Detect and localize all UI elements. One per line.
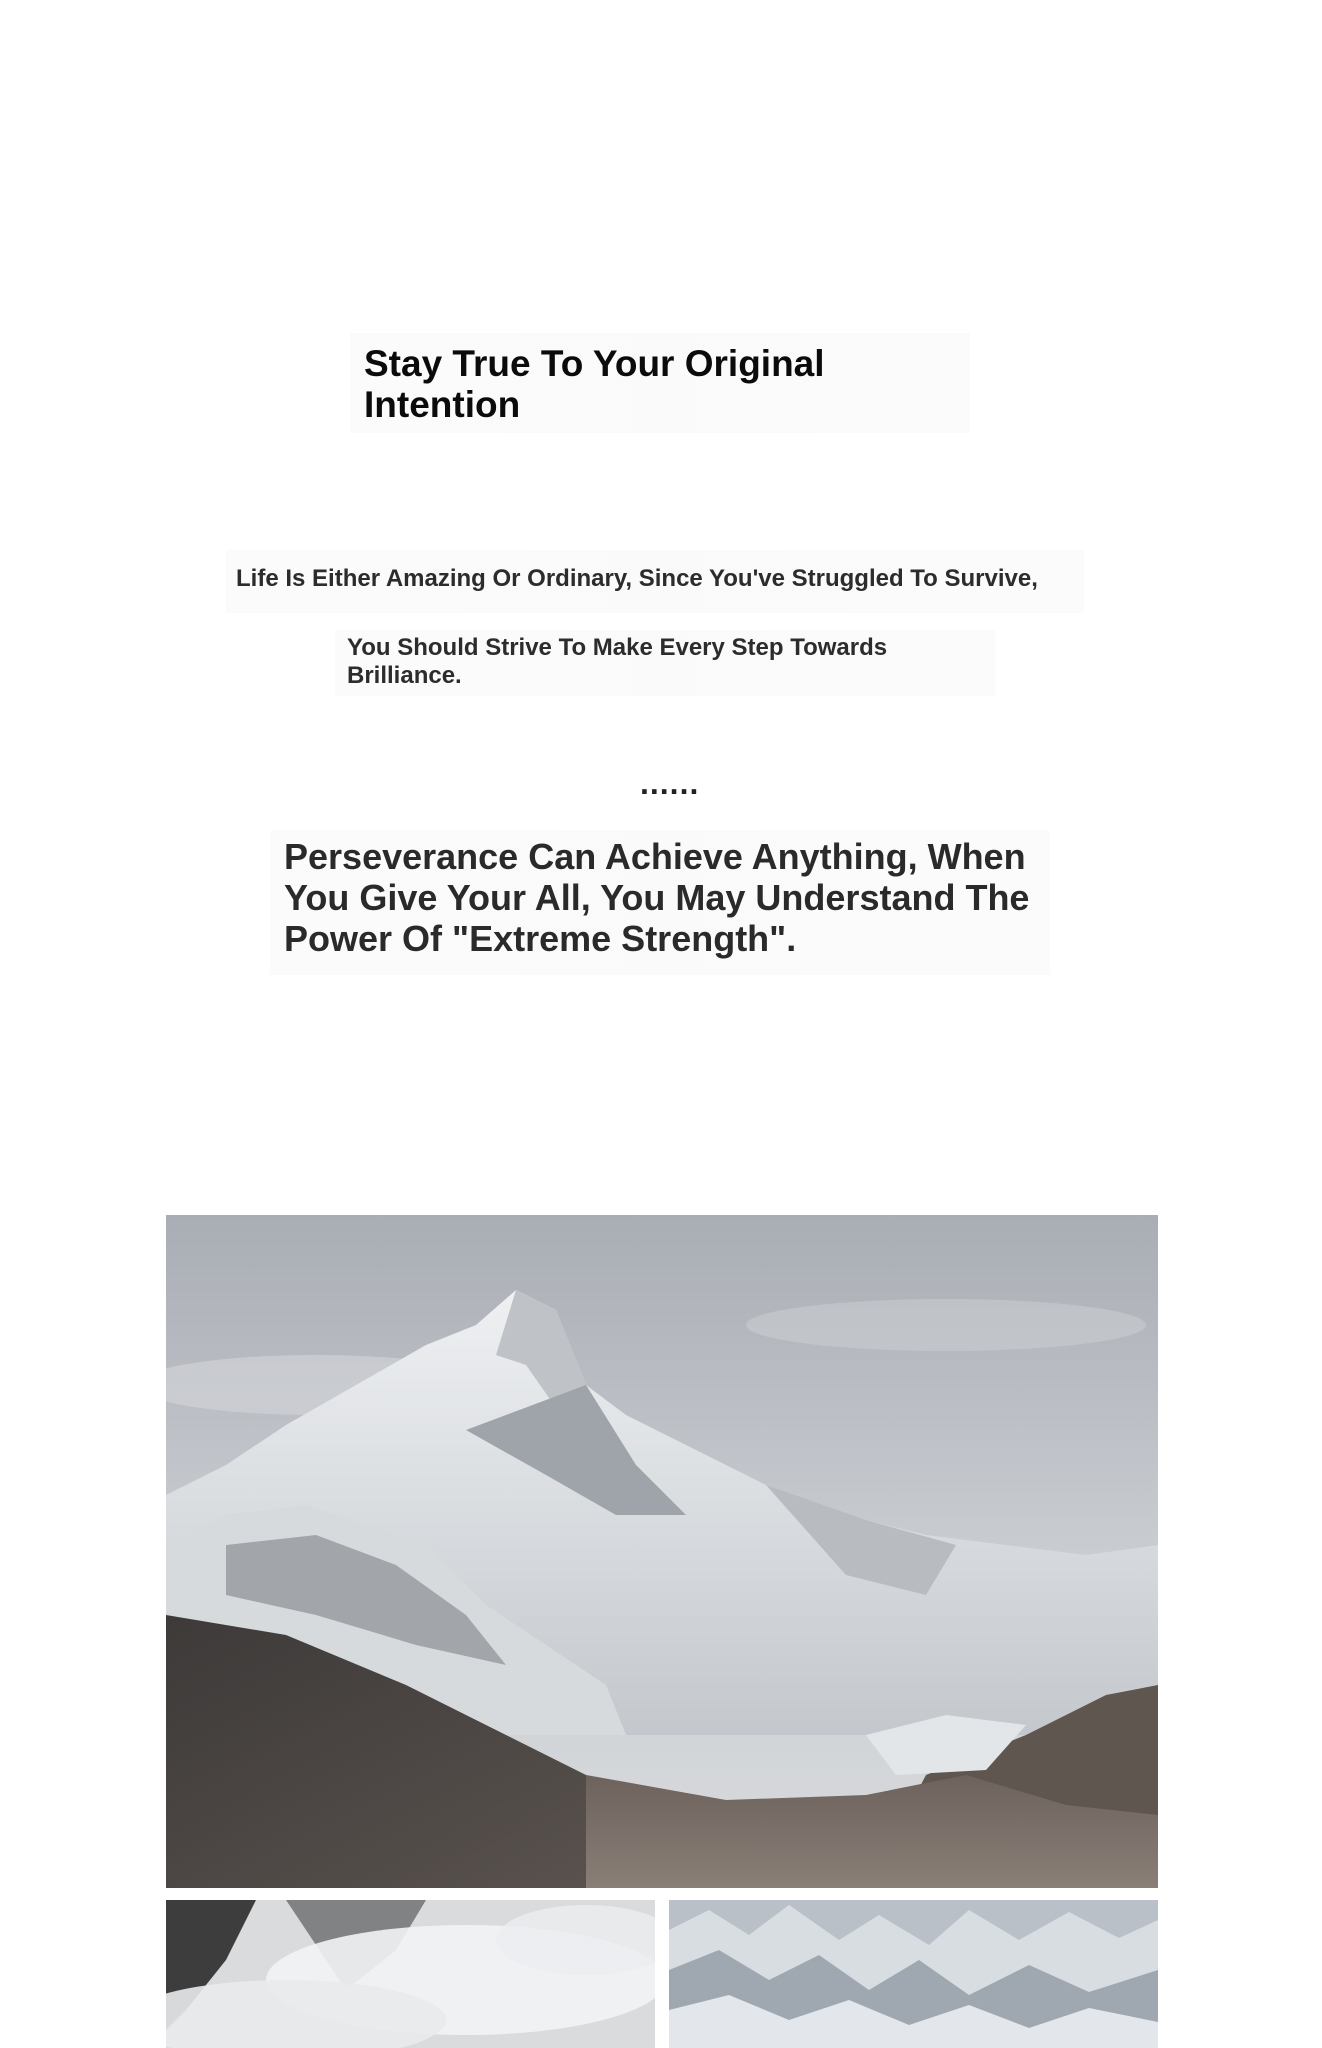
page-title <box>350 333 970 433</box>
clouds-over-mountain-photo <box>166 1900 655 2048</box>
quote-block <box>270 830 1050 975</box>
quote-text: Perseverance Can Achieve Anything, When You Give Your All, You May Understand The Power Of "Extreme Strength". <box>284 836 1030 959</box>
intro-line-1-text: Life Is Either Amazing Or Ordinary, Since You've Struggled To Survive, <box>236 565 1038 592</box>
snowy-mountain-peak-photo <box>166 1215 1158 1888</box>
intro-line-1 <box>226 550 1084 613</box>
mountain-illustration <box>166 1215 1158 1888</box>
intro-line-2-text: You Should Strive To Make Every Step Towards Brilliance. <box>347 634 888 689</box>
title-text: Stay True To Your Original Intention <box>364 343 825 425</box>
clouds-illustration <box>166 1900 655 2048</box>
intro-line-2 <box>335 630 995 696</box>
glacier-ice-field-photo <box>669 1900 1158 2048</box>
separator-text: ...... <box>640 765 700 801</box>
glacier-illustration <box>669 1900 1158 2048</box>
ellipsis-separator <box>640 765 720 801</box>
